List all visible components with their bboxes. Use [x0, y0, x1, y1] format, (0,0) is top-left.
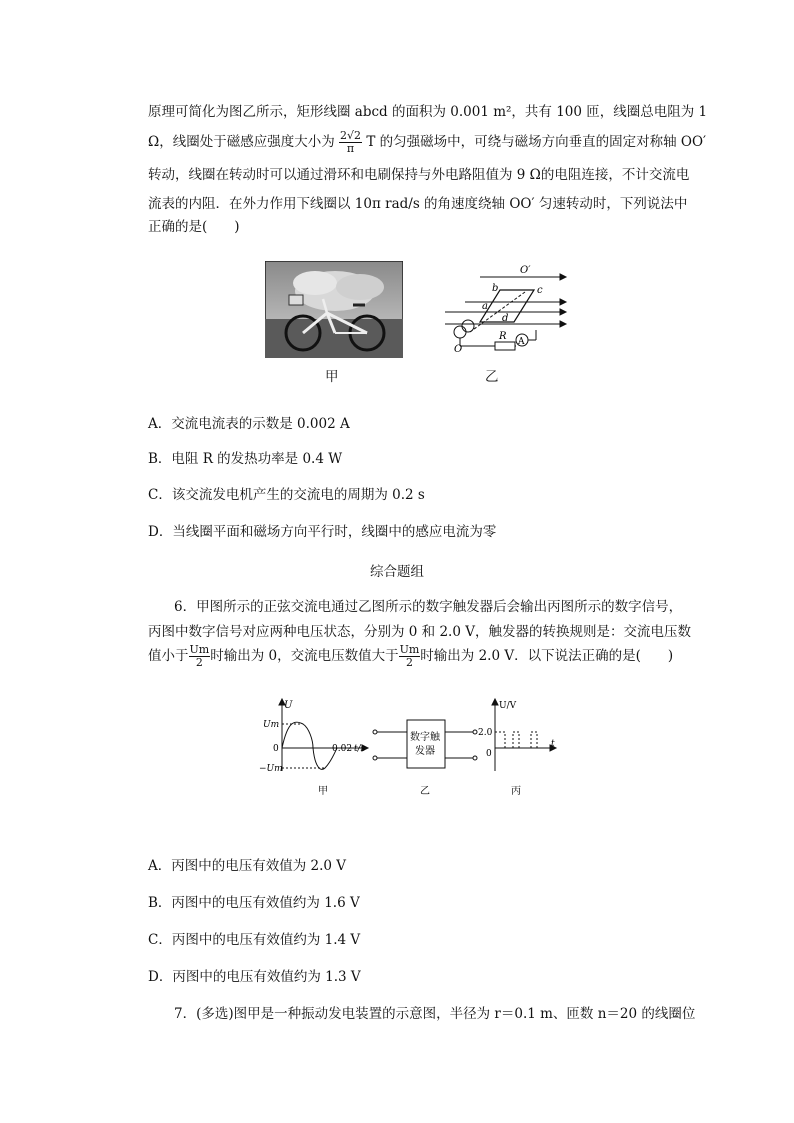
bing-level-label: 2.0: [478, 728, 493, 738]
q5-line-3: 转动，线圈在转动时可以通过滑环和电刷保持与外电路阻值为 9 Ω的电阻连接，不计交流电: [148, 167, 690, 183]
jia-t-mark: 0.02: [332, 744, 353, 754]
jia-zero-label: 0: [273, 744, 279, 754]
q6-frac-num-2: Um: [399, 643, 420, 656]
label-a: a: [482, 301, 488, 312]
q7-line-1: 7．(多选)图甲是一种振动发电装置的示意图，半径为 r＝0.1 m、匝数 n＝20 的线圈位: [174, 1006, 696, 1022]
jia-um-label: Um: [263, 720, 280, 730]
fig-label-yi: 乙: [485, 369, 499, 385]
bicycle-photo: [265, 261, 403, 358]
yi-caption: 乙: [420, 786, 430, 797]
label-c: c: [537, 285, 543, 296]
q5-line-5: 正确的是( ): [148, 219, 240, 235]
section-title: 综合题组: [370, 564, 424, 580]
bing-x-label: t: [551, 739, 555, 749]
q6-frac-den-1: 2: [195, 656, 203, 669]
q6-frac-num-1: Um: [189, 643, 210, 656]
q6-line-1: 6．甲图所示的正弦交流电通过乙图所示的数字触发器后会输出丙图所示的数字信号，: [174, 599, 683, 615]
bing-caption: 丙: [511, 786, 521, 797]
q6-frac-den-2: 2: [405, 656, 413, 669]
jia-neg-um-label: −Um: [259, 764, 283, 774]
q5-line-1: 原理可简化为图乙所示，矩形线圈 abcd 的面积为 0.001 m²，共有 100 匝，线圈总电阻为 1: [148, 104, 708, 120]
q5-b-fraction: [339, 130, 362, 155]
ammeter-symbol: A: [518, 337, 525, 347]
trigger-box-diagram: [373, 720, 477, 768]
jia-y-label: U: [284, 700, 293, 711]
jia-caption: 甲: [318, 786, 328, 797]
q6-option-a: A．丙图中的电压有效值为 2.0 V: [148, 858, 347, 874]
q6-figures: [255, 696, 575, 801]
jia-x-label: t/s: [354, 744, 366, 754]
trigger-box-line-2: 发器: [415, 746, 435, 757]
fig-label-jia: 甲: [325, 369, 339, 385]
q5-option-a: A．交流电流表的示数是 0.002 A: [148, 416, 350, 432]
label-o-prime: O′: [520, 265, 531, 276]
q6-line-3: [148, 644, 673, 669]
coil-diagram: [440, 262, 570, 357]
trigger-box-line-1: 数字触: [410, 732, 440, 743]
q5-option-c: C．该交流发电机产生的交流电的周期为 0.2 s: [148, 487, 425, 503]
q6-line-3a: 值小于: [148, 648, 189, 664]
q5-b-frac-num: 2√2: [340, 129, 362, 142]
q5-line-2a: Ω，线圈处于磁感应强度大小为: [148, 134, 335, 150]
label-o: O: [454, 344, 463, 355]
q5-option-b: B．电阻 R 的发热功率是 0.4 W: [148, 451, 343, 467]
label-b: b: [492, 283, 499, 294]
q5-option-d: D．当线圈平面和磁场方向平行时，线圈中的感应电流为零: [148, 524, 497, 540]
q6-option-d: D．丙图中的电压有效值约为 1.3 V: [148, 969, 361, 985]
label-d: d: [502, 313, 509, 324]
q5-line-2b: T 的匀强磁场中，可绕与磁场方向垂直的固定对称轴 OO′: [366, 134, 707, 150]
label-r: R: [499, 331, 507, 342]
q6-option-b: B．丙图中的电压有效值约为 1.6 V: [148, 895, 360, 911]
q6-um-half-fraction-2: [399, 644, 421, 669]
q6-option-c: C．丙图中的电压有效值约为 1.4 V: [148, 932, 361, 948]
q6-line-3c: 时输出为 2.0 V．以下说法正确的是( ): [420, 648, 674, 664]
q5-line-2: [148, 130, 706, 155]
q5-b-frac-den: π: [346, 142, 355, 155]
q5-line-4: 流表的内阻．在外力作用下线圈以 10π rad/s 的角速度绕轴 OO′ 匀速转动时，下列说法中: [148, 196, 688, 212]
q6-line-3b: 时输出为 0，交流电压数值大于: [210, 648, 399, 664]
q6-line-2: 丙图中数字信号对应两种电压状态，分别为 0 和 2.0 V，触发器的转换规则是：交流电压数: [148, 624, 691, 640]
q6-um-half-fraction-1: [189, 644, 211, 669]
bing-zero-label: 0: [486, 749, 492, 759]
bing-y-label: U/V: [499, 701, 517, 711]
